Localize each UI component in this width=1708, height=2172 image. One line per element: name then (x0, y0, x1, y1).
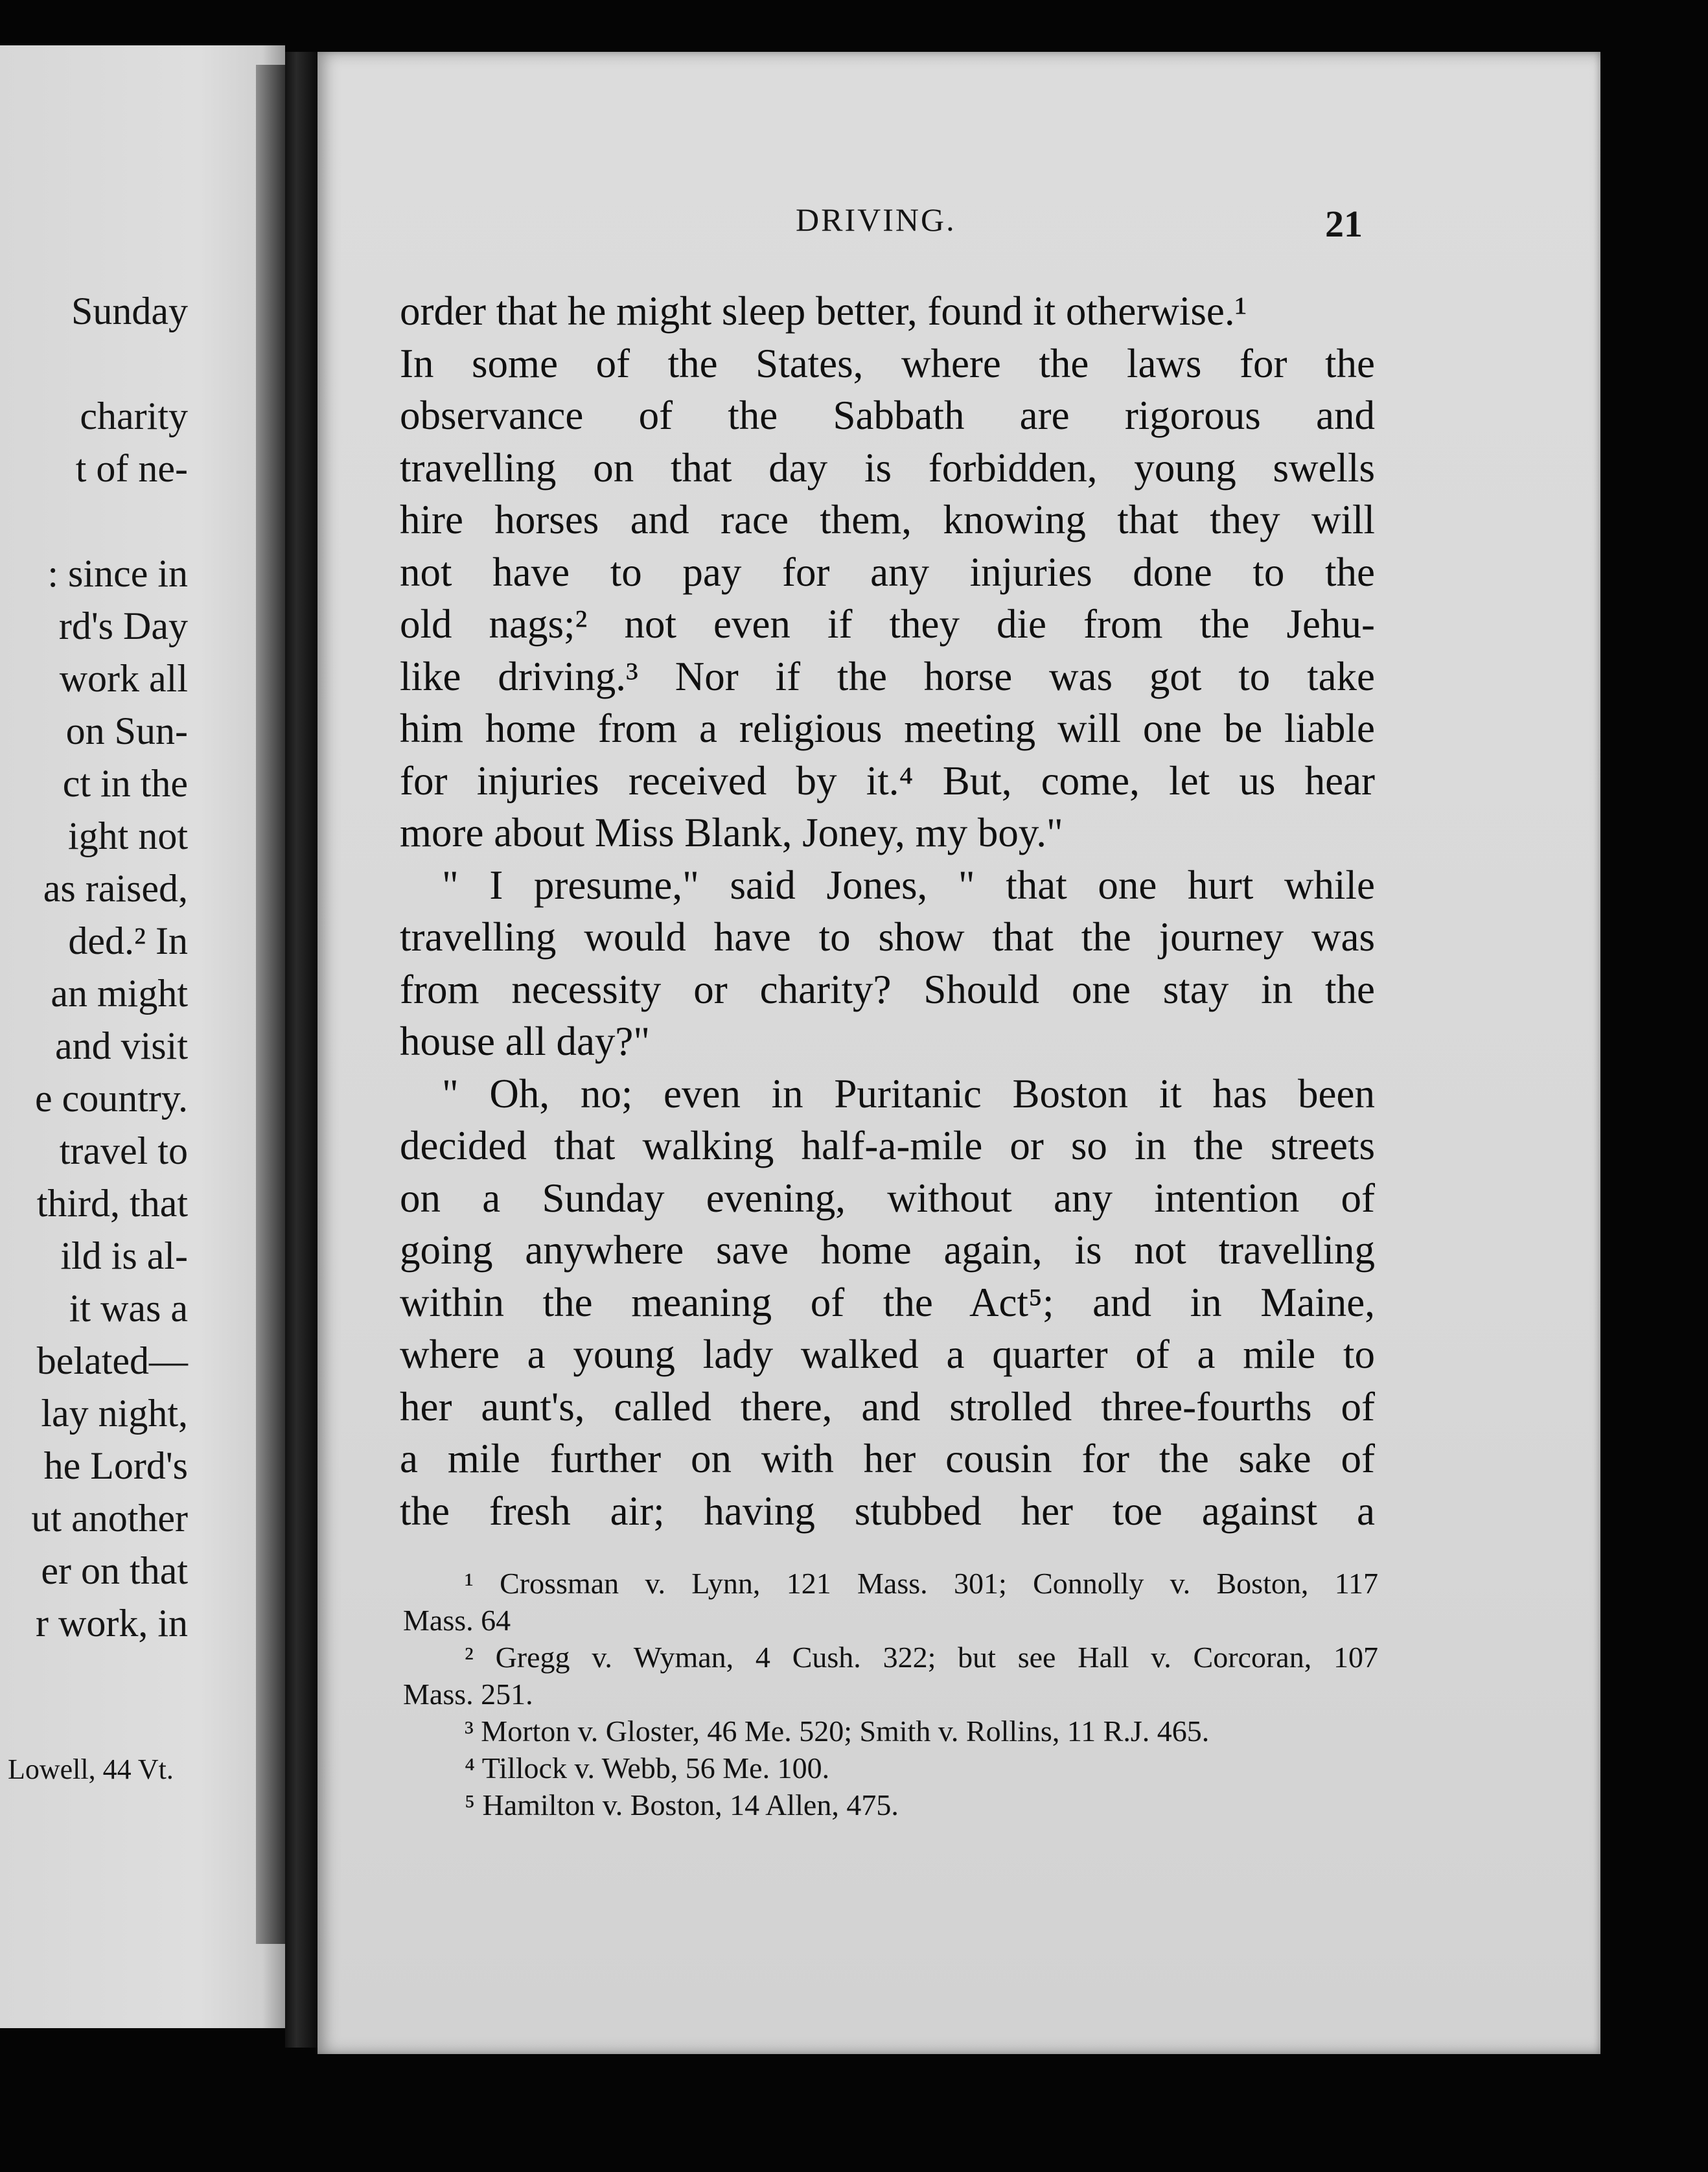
left-page-line: he Lord's (43, 1444, 188, 1487)
text-line: like driving.³ Nor if the horse was got to take (400, 653, 1375, 699)
page-number: 21 (1325, 203, 1363, 245)
left-page-footnote: Lowell, 44 Vt. (8, 1753, 174, 1785)
text-line: a mile further on with her cousin for the sake of (400, 1436, 1375, 1481)
left-page-line: lay night, (41, 1392, 188, 1435)
left-page-line: travel to (59, 1129, 188, 1172)
left-page-line: it was a (69, 1287, 188, 1330)
left-page-line: ight not (67, 814, 188, 857)
text-line: old nags;² not even if they die from the Jehu- (400, 601, 1375, 647)
footnotes (403, 1565, 1378, 1823)
text-line: observance of the Sabbath are rigorous and (400, 393, 1375, 438)
text-line: order that he might sleep better, found it otherwise.¹ (400, 288, 1247, 334)
text-line: " Oh, no; even in Puritanic Boston it has been (442, 1070, 1375, 1116)
footnote-line: Mass. 251. (403, 1678, 533, 1711)
text-line: going anywhere save home again, is not travelling (400, 1227, 1375, 1273)
footnote-line: ² Gregg v. Wyman, 4 Cush. 322; but see Hall v. Corcoran, 107 (465, 1641, 1378, 1674)
text-line: on a Sunday evening, without any intention of (400, 1175, 1375, 1221)
left-page-line: ded.² In (68, 919, 188, 962)
text-line: for injuries received by it.⁴ But, come, let us hear (400, 757, 1375, 803)
left-page-line: er on that (41, 1549, 188, 1592)
left-page-line: rd's Day (58, 605, 188, 647)
text-line: decided that walking half-a-mile or so in the streets (400, 1123, 1375, 1168)
left-page-line: r work, in (36, 1602, 188, 1645)
left-page-line: Sunday (71, 290, 188, 332)
text-line: within the meaning of the Act⁵; and in Maine, (400, 1279, 1375, 1325)
text-line: house all day?" (400, 1019, 651, 1064)
text-line: more about Miss Blank, Joney, my boy." (400, 810, 1063, 855)
text-line: not have to pay for any injuries done to the (400, 549, 1375, 595)
left-page-line: belated— (36, 1339, 188, 1382)
left-page-line: an might (51, 972, 188, 1015)
left-page-line: ct in the (62, 762, 188, 805)
text-line: from necessity or charity? Should one stay in the (400, 966, 1375, 1012)
left-page-line: : since in (47, 552, 188, 595)
footnote-line: ⁵ Hamilton v. Boston, 14 Allen, 475. (465, 1788, 899, 1821)
text-line: him home from a religious meeting will one be liable (400, 706, 1375, 751)
left-page-line: charity (80, 395, 188, 437)
left-page-line: e country. (34, 1077, 188, 1120)
text-line: " I presume," said Jones, " that one hurt while (442, 862, 1375, 908)
footnote-line: ¹ Crossman v. Lynn, 121 Mass. 301; Connolly v. Boston, 117 (465, 1567, 1378, 1600)
text-line: her aunt's, called there, and strolled three-fourths of (400, 1383, 1375, 1429)
text-line: In some of the States, where the laws for the (400, 340, 1375, 386)
left-page-line: as raised, (43, 867, 188, 910)
left-page-fragment (0, 45, 285, 2028)
book-gutter (285, 52, 317, 2048)
left-page-line: and visit (55, 1024, 188, 1067)
text-line: where a young lady walked a quarter of a mile to (400, 1332, 1375, 1377)
text-line: travelling on that day is forbidden, young swells (400, 445, 1375, 491)
footnote-line: ⁴ Tillock v. Webb, 56 Me. 100. (465, 1751, 830, 1785)
left-page-line: work all (59, 657, 188, 700)
running-head: DRIVING. (796, 202, 956, 238)
left-page-line: ut another (31, 1497, 188, 1540)
footnote-line: Mass. 64 (403, 1604, 511, 1637)
left-page-line: third, that (36, 1182, 188, 1225)
left-page-line: t of ne- (75, 447, 188, 490)
left-page-line: on Sun- (65, 710, 188, 752)
text-line: hire horses and race them, knowing that they will (400, 497, 1375, 542)
footnote-line: ³ Morton v. Gloster, 46 Me. 520; Smith v. Rollins, 11 R.J. 465. (465, 1715, 1210, 1748)
text-line: the fresh air; having stubbed her toe against a (400, 1488, 1375, 1534)
left-page-line: ild is al- (60, 1234, 188, 1277)
body-text (400, 285, 1375, 1537)
text-line: travelling would have to show that the journey was (400, 914, 1375, 960)
